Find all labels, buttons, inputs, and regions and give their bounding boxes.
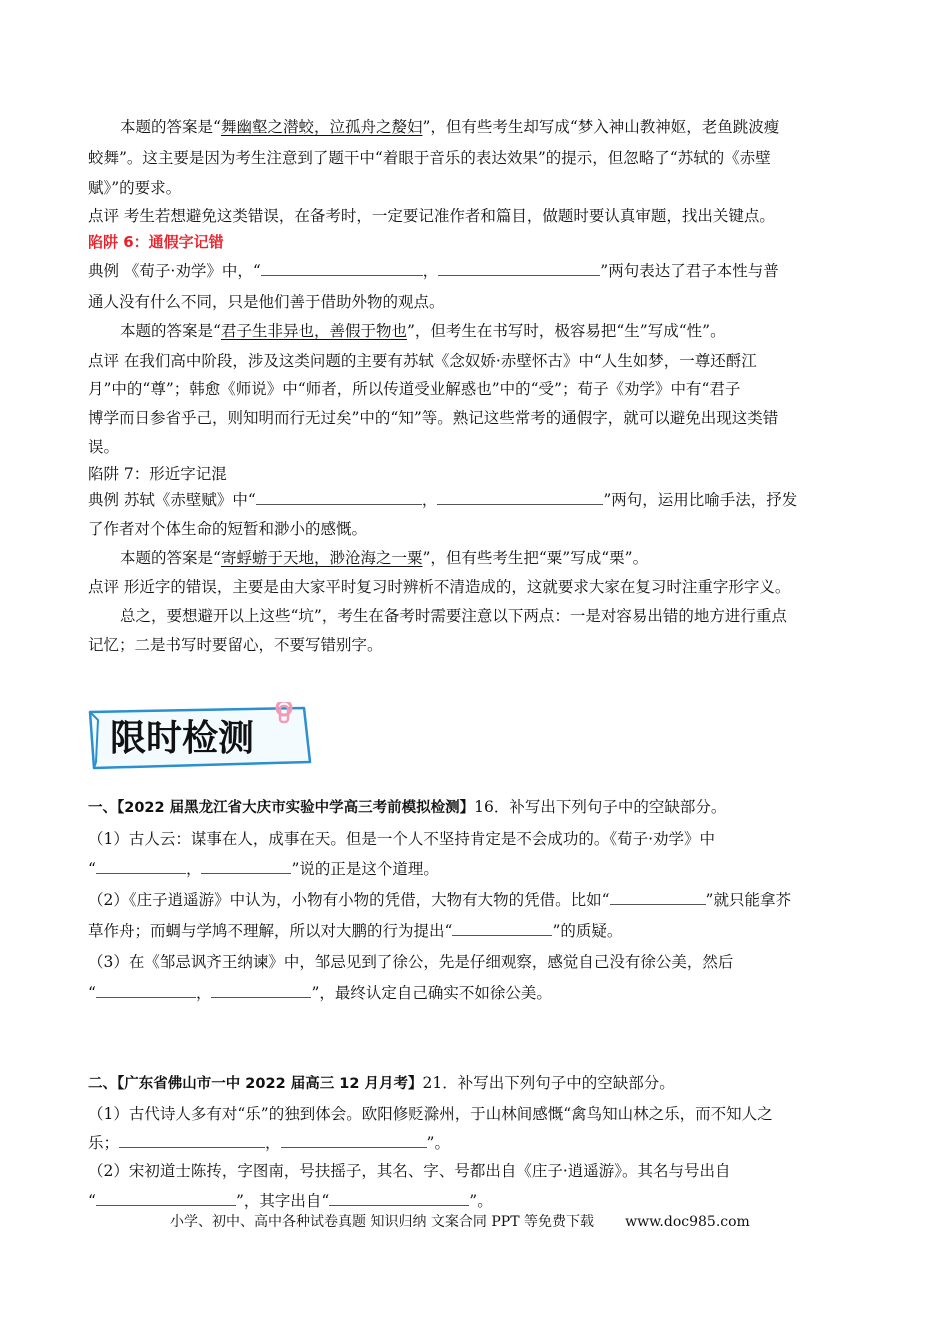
answer-blank[interactable] <box>96 859 186 874</box>
question-line: （1）古人云：谋事在人，成事在天。但是一个人不坚持肯定是不会成功的。《荀子·劝学》中 <box>88 830 716 848</box>
comment-line: 点评 在我们高中阶段，涉及这类问题的主要有苏轼《念奴娇·赤壁怀古》中“人生如梦，一尊还酹江 <box>88 352 757 370</box>
section-banner <box>84 702 316 772</box>
banner-graphic <box>84 702 316 772</box>
answer-blank[interactable] <box>438 261 600 276</box>
answer-blank[interactable] <box>281 1133 427 1148</box>
answer-blank[interactable] <box>610 890 706 905</box>
comment-line: 博学而日参省乎己，则知明而行无过矣”中的“知”等。熟记这些常考的通假字，就可以避免出现这类错 <box>88 409 779 427</box>
question-line: （2）《庄子逍遥游》中认为，小物有小物的凭借，大物有大物的凭借。比如“ ”就只能拿芥 <box>88 891 791 909</box>
question-line: （1）古代诗人多有对“乐”的独到体会。欧阳修贬滁州，于山林间感慨“禽鸟知山林之乐，而不知人之 <box>88 1105 773 1123</box>
para-line: 本题的答案是“舞幽壑之潜蛟，泣孤舟之嫠妇”，但有些考生却写成“梦入神山教神妪，老鱼跳波瘦 <box>120 118 780 136</box>
example-line: 典例 《荀子·劝学》中，“ ， ”两句表达了君子本性与普 <box>88 262 779 280</box>
para-line: 蛟舞”。这主要是因为考生注意到了题干中“着眼于音乐的表达效果”的提示，但忽略了“苏轼的《赤壁 <box>88 149 771 167</box>
footer-text: 小学、初中、高中各种试卷真题 知识归纳 文案合同 PPT 等免费下载 <box>170 1214 594 1230</box>
banner-title: 限时检测 <box>110 718 255 759</box>
footer-url[interactable]: www.doc985.com <box>625 1214 750 1230</box>
question-line: 乐； ， ”。 <box>88 1134 450 1152</box>
answer-blank[interactable] <box>256 490 422 505</box>
question-heading: 二、【广东省佛山市一中 2022 届高三 12 月月考】21．补写出下列句子中的空缺部分。 <box>88 1074 675 1092</box>
section-heading: 陷阱 7：形近字记混 <box>88 465 227 483</box>
page-footer <box>170 1211 750 1231</box>
comment-line: 点评 形近字的错误，主要是由大家平时复习时辨析不清造成的，这就要求大家在复习时注重字形字义。 <box>88 578 791 596</box>
question-line: （2）宋初道士陈抟，字图南，号扶摇子，其名、字、号都出自《庄子·逍遥游》。其名与号出自 <box>88 1162 731 1180</box>
para-line: 记忆；二是书写时要留心，不要写错别字。 <box>88 636 383 654</box>
answer-blank[interactable] <box>452 921 552 936</box>
answer-blank[interactable] <box>96 1191 236 1206</box>
answer-blank[interactable] <box>201 859 291 874</box>
para-line: 本题的答案是“寄蜉蝣于天地，渺沧海之一粟”，但有些考生把“粟”写成“栗”。 <box>120 549 649 567</box>
section-heading: 陷阱 6：通假字记错 <box>88 233 224 251</box>
comment-line: 点评 考生若想避免这类错误，在备考时，一定要记准作者和篇目，做题时要认真审题，找出关键点。 <box>88 207 775 225</box>
question-line: 草作舟；而蜩与学鸠不理解，所以对大鹏的行为提出“ ”的质疑。 <box>88 922 623 940</box>
answer-blank[interactable] <box>437 490 603 505</box>
question-line: “ ， ”，最终认定自己确实不如徐公美。 <box>88 984 552 1002</box>
comment-line: 月”中的“尊”；韩愈《师说》中“师者，所以传道受业解惑也”中的“受”；荀子《劝学》中有“君子 <box>88 380 741 398</box>
para-line: 通人没有什么不同，只是他们善于借助外物的观点。 <box>88 293 445 311</box>
comment-line: 误。 <box>88 438 120 456</box>
para-line: 总之，要想避开以上这些“坑”，考生在备考时需要注意以下两点：一是对容易出错的地方进行重点 <box>120 607 787 625</box>
answer-blank[interactable] <box>119 1133 265 1148</box>
answer-text: 君子生非异也，善假于物也 <box>220 322 407 340</box>
para-line: 本题的答案是“君子生非异也，善假于物也”，但考生在书写时，极容易把“生”写成“性”。 <box>120 322 726 340</box>
question-line: “ ， ”说的正是这个道理。 <box>88 860 439 878</box>
para-line: 了作者对个体生命的短暂和渺小的感慨。 <box>88 520 368 538</box>
question-heading: 一、【2022 届黑龙江省大庆市实验中学高三考前模拟检测】16．补写出下列句子中的空缺部分。 <box>88 798 727 816</box>
answer-text: 舞幽壑之潜蛟，泣孤舟之嫠妇 <box>220 118 423 136</box>
answer-blank[interactable] <box>211 983 311 998</box>
example-line: 典例 苏轼《赤壁赋》中“ ， ”两句，运用比喻手法，抒发 <box>88 491 798 509</box>
para-line: 赋》”的要求。 <box>88 179 182 197</box>
answer-blank[interactable] <box>96 983 196 998</box>
question-line: “ ”，其字出自“ ”。 <box>88 1192 493 1210</box>
answer-blank[interactable] <box>329 1191 469 1206</box>
answer-blank[interactable] <box>261 261 423 276</box>
answer-text: 寄蜉蝣于天地，渺沧海之一粟 <box>220 549 423 567</box>
question-line: （3）在《邹忌讽齐王纳谏》中，邹忌见到了徐公，先是仔细观察，感觉自己没有徐公美，然后 <box>88 953 734 971</box>
